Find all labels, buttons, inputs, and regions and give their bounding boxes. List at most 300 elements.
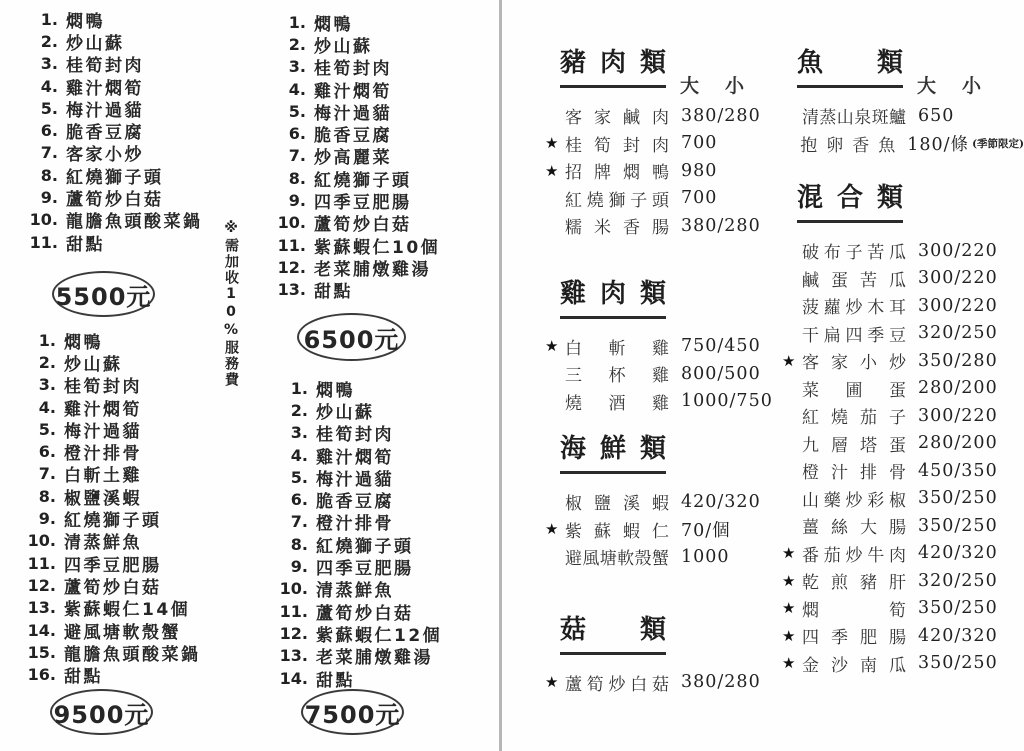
price-oval-7500	[301, 689, 404, 735]
set-menu-item	[26, 485, 201, 507]
item-number: 5.	[38, 419, 56, 439]
set-menu-item	[276, 189, 440, 214]
item-number: 4.	[40, 76, 58, 96]
item-number: 13.	[277, 280, 306, 300]
set-menu-item	[26, 396, 201, 418]
size-header-label: 大 小	[917, 75, 981, 97]
price-oval-5500	[52, 271, 155, 317]
set-menu-item	[26, 463, 201, 485]
item-number: 2.	[38, 352, 56, 372]
dish-name: 清蒸鮮魚	[64, 533, 142, 554]
dish-price: 420/320	[918, 625, 998, 646]
menu-item-row	[782, 375, 1024, 403]
set-menu-5500	[28, 8, 203, 253]
page-divider-line	[499, 0, 502, 751]
menu-item-row	[545, 669, 790, 697]
section-header	[560, 609, 790, 655]
dish-name: 龍膽魚頭酸菜鍋	[66, 212, 203, 233]
item-number: 3.	[288, 57, 306, 77]
item-number: 3.	[38, 375, 56, 395]
dish-price: 280/200	[918, 378, 998, 399]
dish-name: 避風塘軟殼蟹	[64, 622, 181, 643]
dish-name: 蘆筍炒白菇	[565, 674, 669, 695]
star-icon: ★	[782, 571, 796, 590]
menu-item-row	[545, 157, 790, 185]
dish-name: 糯米香腸	[565, 218, 669, 239]
dish-name: 桂筍封肉	[314, 59, 392, 80]
dish-price: 420/320	[681, 491, 761, 512]
menu-item-row	[782, 402, 1024, 430]
dish-name: 蘆筍炒白菇	[316, 603, 414, 624]
section-header	[797, 177, 1024, 223]
dish-name: 紫蘇蝦仁10個	[314, 237, 441, 258]
dish-name: 脆香豆腐	[316, 492, 394, 513]
star-icon: ★	[782, 351, 796, 370]
item-number: 14.	[279, 668, 308, 688]
menu-item-row	[782, 320, 1024, 348]
set-menu-item	[278, 622, 442, 644]
dish-name: 九層塔蛋	[802, 435, 906, 456]
set-menu-6500	[276, 11, 440, 301]
dish-name: 紅燒茄子	[802, 408, 906, 429]
dish-name: 燒酒雞	[565, 393, 669, 414]
dish-name: 炒山蘇	[66, 33, 125, 54]
set-menu-item	[26, 574, 201, 596]
dish-price: 350/250	[918, 598, 998, 619]
dish-name: 炒山蘇	[64, 354, 123, 375]
dish-name: 紫蘇蝦仁12個	[316, 625, 443, 646]
seasonal-note: (季節限定)	[972, 137, 1024, 150]
menu-item-row	[782, 650, 1024, 678]
item-number: 1.	[290, 378, 308, 398]
set-price-label: 5500元	[55, 282, 152, 311]
dish-price: 70/個	[681, 520, 731, 541]
dish-name: 破布子苦瓜	[802, 243, 906, 264]
alacarte-column-left	[545, 42, 790, 696]
dish-name: 紫蘇蝦仁	[565, 521, 669, 542]
dish-name: 雞汁燜筍	[314, 81, 392, 102]
menu-item-row	[782, 292, 1024, 320]
set-menu-item	[28, 75, 203, 97]
dish-name: 梅汁過貓	[64, 421, 142, 442]
dish-name: 燜鴨	[316, 380, 355, 401]
item-number: 12.	[279, 623, 308, 643]
item-number: 9.	[38, 509, 56, 529]
star-icon: ★	[782, 599, 796, 618]
set-menu-item	[28, 8, 203, 30]
dish-name: 白斬土雞	[64, 466, 142, 487]
set-menu-item	[26, 641, 201, 663]
section-title: 雞肉類	[560, 273, 666, 319]
set-menu-item	[26, 619, 201, 641]
item-number: 9.	[290, 557, 308, 577]
dish-name: 炒山蘇	[316, 402, 375, 423]
dish-price: 420/320	[918, 543, 998, 564]
dish-price: 300/220	[918, 240, 998, 261]
dish-name: 蘆筍炒白菇	[64, 577, 162, 598]
item-number: 5.	[40, 98, 58, 118]
dish-name: 避風塘軟殼蟹	[565, 549, 669, 570]
item-number: 11.	[277, 235, 306, 255]
menu-item-row	[782, 237, 1024, 265]
dish-name: 干扁四季豆	[802, 325, 906, 346]
menu-item-row	[545, 130, 790, 158]
item-number: 6.	[290, 490, 308, 510]
item-number: 6.	[38, 442, 56, 462]
item-number: 3.	[40, 54, 58, 74]
menu-item-row	[782, 567, 1024, 595]
star-icon: ★	[782, 626, 796, 645]
dish-name: 老菜脯燉雞湯	[314, 259, 431, 280]
dish-name: 清蒸鮮魚	[316, 581, 394, 602]
dish-price: 650	[918, 105, 955, 126]
dish-name: 椒鹽溪蝦	[64, 488, 142, 509]
menu-section	[782, 177, 1024, 677]
set-menu-item	[278, 533, 442, 555]
dish-name: 甜點	[64, 667, 103, 688]
section-title: 混合類	[797, 177, 903, 223]
set-menu-item	[276, 145, 440, 167]
star-icon: ★	[782, 544, 796, 563]
set-menu-item	[26, 418, 201, 440]
size-header-label: 大 小	[680, 75, 744, 97]
set-menu-item	[278, 488, 442, 513]
set-menu-7500	[278, 377, 442, 689]
set-menu-item	[276, 11, 440, 33]
set-menu-item	[28, 97, 203, 119]
set-menu-item	[276, 100, 440, 122]
set-menu-item	[28, 186, 203, 211]
section-title: 豬肉類	[560, 42, 666, 88]
set-menu-item	[278, 645, 442, 667]
item-number: 1.	[38, 330, 56, 350]
dish-price: 700	[681, 188, 718, 209]
set-menu-item	[278, 555, 442, 580]
menu-item-row	[545, 543, 790, 571]
item-number: 8.	[38, 486, 56, 506]
dish-name: 薑絲大腸	[802, 518, 906, 539]
menu-item-row	[782, 622, 1024, 650]
dish-name: 桂筍封肉	[316, 425, 394, 446]
dish-name: 菜圃蛋	[802, 380, 906, 401]
item-number: 5.	[288, 101, 306, 121]
item-number: 6.	[288, 124, 306, 144]
item-number: 5.	[290, 467, 308, 487]
menu-section	[545, 42, 790, 240]
dish-price: 350/250	[918, 515, 998, 536]
dish-name: 橙汁排骨	[802, 463, 906, 484]
dish-name: 紅燒獅子頭	[66, 167, 164, 188]
dish-name: 四季豆肥腸	[64, 555, 162, 576]
dish-name: 金沙南瓜	[802, 655, 906, 676]
dish-name: 梅汁過貓	[66, 100, 144, 121]
dish-name: 菠蘿炒木耳	[802, 298, 906, 319]
dish-price: 320/250	[918, 570, 998, 591]
item-number: 16.	[27, 665, 56, 685]
alacarte-column-right	[782, 42, 1024, 677]
dish-name: 梅汁過貓	[314, 103, 392, 124]
item-number: 7.	[288, 146, 306, 166]
item-number: 10.	[279, 579, 308, 599]
dish-name: 招牌燜鴨	[565, 163, 669, 184]
set-menu-item	[278, 578, 442, 600]
dish-name: 燜鴨	[314, 14, 353, 35]
dish-price: 180/條	[907, 134, 970, 155]
dish-name: 桂筍封肉	[66, 56, 144, 77]
price-oval-9500	[50, 689, 153, 735]
set-menu-item	[276, 56, 440, 78]
dish-name: 老菜脯燉雞湯	[316, 648, 433, 669]
dish-name: 橙汁排骨	[316, 514, 394, 535]
dish-name: 炒山蘇	[314, 36, 373, 57]
item-number: 11.	[279, 601, 308, 621]
menu-item-row	[782, 540, 1024, 568]
set-menu-item	[278, 667, 442, 689]
dish-name: 雞汁燜筍	[316, 447, 394, 468]
dish-name: 蘆筍炒白菇	[66, 190, 164, 211]
menu-item-row	[545, 360, 790, 388]
section-header	[560, 428, 790, 474]
set-menu-item	[276, 33, 440, 55]
menu-section	[782, 42, 1024, 157]
dish-name: 雞汁燜筍	[64, 399, 142, 420]
star-icon: ★	[545, 161, 559, 180]
dish-name: 鹹蛋苦瓜	[802, 270, 906, 291]
dish-name: 紅燒獅子頭	[64, 511, 162, 532]
item-number: 9.	[40, 188, 58, 208]
dish-name: 紅燒獅子頭	[565, 190, 669, 211]
item-number: 7.	[40, 143, 58, 163]
dish-name: 雞汁燜筍	[66, 78, 144, 99]
dish-price: 1000	[681, 546, 730, 567]
set-menu-item	[26, 597, 201, 619]
item-number: 10.	[29, 210, 58, 230]
dish-price: 350/250	[918, 653, 998, 674]
star-icon: ★	[782, 654, 796, 673]
set-menu-item	[278, 444, 442, 466]
dish-name: 客家小炒	[66, 145, 144, 166]
set-menu-item	[28, 231, 203, 253]
dish-price: 300/220	[918, 268, 998, 289]
set-menu-item	[26, 530, 201, 552]
dish-price: 380/280	[681, 672, 761, 693]
dish-price: 1000/750	[681, 391, 773, 412]
dish-name: 紅燒獅子頭	[314, 170, 412, 191]
price-oval-6500	[297, 313, 406, 361]
menu-section	[545, 273, 790, 416]
item-number: 2.	[40, 31, 58, 51]
dish-name: 四季豆肥腸	[316, 559, 414, 580]
menu-item-row	[545, 102, 790, 130]
dish-price: 380/280	[681, 105, 761, 126]
dish-price: 300/220	[918, 295, 998, 316]
set-menu-item	[28, 119, 203, 144]
menu-section	[545, 609, 790, 697]
menu-item-row	[782, 595, 1024, 623]
dish-name: 抱卵香魚	[800, 135, 896, 156]
dish-name: 甜點	[316, 670, 355, 691]
dish-name: 橙汁排骨	[64, 444, 142, 465]
set-menu-item	[278, 600, 442, 622]
set-menu-item	[276, 279, 440, 301]
item-number: 12.	[277, 257, 306, 277]
dish-price: 300/220	[918, 405, 998, 426]
dish-name: 客家小炒	[802, 353, 906, 374]
dish-name: 客家鹹肉	[565, 108, 669, 129]
section-header	[560, 42, 790, 97]
set-menu-item	[26, 351, 201, 373]
dish-name: 脆香豆腐	[314, 126, 392, 147]
item-number: 12.	[27, 575, 56, 595]
item-number: 10.	[27, 531, 56, 551]
dish-name: 甜點	[66, 234, 105, 255]
set-menu-item	[278, 466, 442, 488]
set-price-label: 7500元	[304, 700, 401, 729]
item-number: 14.	[27, 620, 56, 640]
set-menu-item	[28, 30, 203, 52]
menu-item-row	[782, 457, 1024, 485]
set-menu-item	[278, 511, 442, 533]
item-number: 4.	[290, 445, 308, 465]
dish-price: 380/280	[681, 215, 761, 236]
menu-item-row	[782, 102, 1024, 130]
dish-price: 980	[681, 160, 718, 181]
menu-item-row	[782, 130, 1024, 158]
dish-name: 清蒸山泉斑鱸	[802, 108, 906, 129]
item-number: 3.	[290, 423, 308, 443]
dish-name: 紅燒獅子頭	[316, 536, 414, 557]
item-number: 9.	[288, 191, 306, 211]
set-menu-item	[26, 374, 201, 396]
star-icon: ★	[545, 134, 559, 153]
item-number: 4.	[38, 397, 56, 417]
dish-name: 白斬雞	[565, 338, 669, 359]
dish-name: 甜點	[314, 282, 353, 303]
set-menu-item	[276, 122, 440, 147]
set-menu-item	[276, 256, 440, 278]
item-number: 1.	[40, 9, 58, 29]
menu-item-row	[545, 333, 790, 361]
star-icon: ★	[545, 673, 559, 692]
dish-name: 桂筍封肉	[565, 135, 669, 156]
section-title: 菇類	[560, 609, 666, 655]
set-menu-item	[276, 234, 440, 256]
menu-item-row	[782, 512, 1024, 540]
dish-name: 紫蘇蝦仁14個	[64, 600, 191, 621]
dish-name: 番茄炒牛肉	[802, 545, 906, 566]
dish-price: 320/250	[918, 323, 998, 344]
set-menu-item	[28, 209, 203, 231]
dish-price: 700	[681, 133, 718, 154]
dish-name: 龍膽魚頭酸菜鍋	[64, 644, 201, 665]
dish-name: 四季豆肥腸	[314, 193, 412, 214]
set-menu-item	[28, 142, 203, 164]
section-title: 海鮮類	[560, 428, 666, 474]
dish-price: 350/250	[918, 488, 998, 509]
item-number: 8.	[290, 534, 308, 554]
dish-name: 燜筍	[802, 600, 906, 621]
menu-item-row	[782, 430, 1024, 458]
menu-item-row	[545, 212, 790, 240]
item-number: 13.	[27, 598, 56, 618]
dish-name: 四季肥腸	[802, 628, 906, 649]
set-menu-item	[26, 663, 201, 688]
item-number: 13.	[279, 646, 308, 666]
dish-price: 280/200	[918, 433, 998, 454]
set-menu-item	[26, 329, 201, 351]
set-menu-item	[28, 53, 203, 75]
menu-section	[545, 428, 790, 571]
section-header	[560, 273, 790, 319]
set-price-label: 9500元	[53, 700, 150, 729]
item-number: 11.	[27, 553, 56, 573]
set-menu-item	[276, 78, 440, 100]
set-menu-item	[276, 212, 440, 234]
item-number: 10.	[277, 213, 306, 233]
set-menu-item	[28, 164, 203, 186]
set-menu-item	[278, 422, 442, 444]
dish-name: 山藥炒彩椒	[802, 490, 906, 511]
dish-name: 炒高麗菜	[314, 148, 392, 169]
item-number: 15.	[27, 642, 56, 662]
star-icon: ★	[545, 337, 559, 356]
item-number: 6.	[40, 121, 58, 141]
set-menu-item	[26, 440, 201, 465]
dish-name: 三杯雞	[565, 366, 669, 387]
set-menu-item	[26, 507, 201, 532]
dish-name: 脆香豆腐	[66, 123, 144, 144]
dish-name: 燜鴨	[64, 332, 103, 353]
section-title: 魚類	[797, 42, 903, 88]
item-number: 1.	[288, 12, 306, 32]
item-number: 11.	[29, 232, 58, 252]
menu-item-row	[545, 516, 790, 544]
set-menu-item	[278, 399, 442, 421]
star-icon: ★	[545, 520, 559, 539]
dish-name: 椒鹽溪蝦	[565, 494, 669, 515]
item-number: 8.	[288, 168, 306, 188]
menu-item-row	[545, 488, 790, 516]
section-header	[797, 42, 1024, 97]
dish-name: 梅汁過貓	[316, 469, 394, 490]
set-menu-item	[276, 167, 440, 189]
set-menu-item	[26, 552, 201, 574]
menu-item-row	[782, 265, 1024, 293]
menu-item-row	[545, 185, 790, 213]
item-number: 2.	[290, 400, 308, 420]
dish-price: 450/350	[918, 460, 998, 481]
item-number: 7.	[38, 464, 56, 484]
set-menu-item	[278, 377, 442, 399]
dish-name: 乾煎豬肝	[802, 573, 906, 594]
menu-item-row	[545, 388, 790, 416]
dish-name: 燜鴨	[66, 11, 105, 32]
dish-price: 350/280	[918, 350, 998, 371]
dish-name: 桂筍封肉	[64, 377, 142, 398]
dish-price: 800/500	[681, 363, 761, 384]
item-number: 4.	[288, 79, 306, 99]
dish-price: 750/450	[681, 336, 761, 357]
service-fee-note: ※需加收10%服務費	[223, 220, 239, 388]
item-number: 8.	[40, 165, 58, 185]
menu-item-row	[782, 347, 1024, 375]
dish-name: 蘆筍炒白菇	[314, 215, 412, 236]
set-price-label: 6500元	[303, 325, 400, 354]
set-menu-9500	[26, 329, 201, 686]
menu-item-row	[782, 485, 1024, 513]
item-number: 2.	[288, 34, 306, 54]
item-number: 7.	[290, 512, 308, 532]
